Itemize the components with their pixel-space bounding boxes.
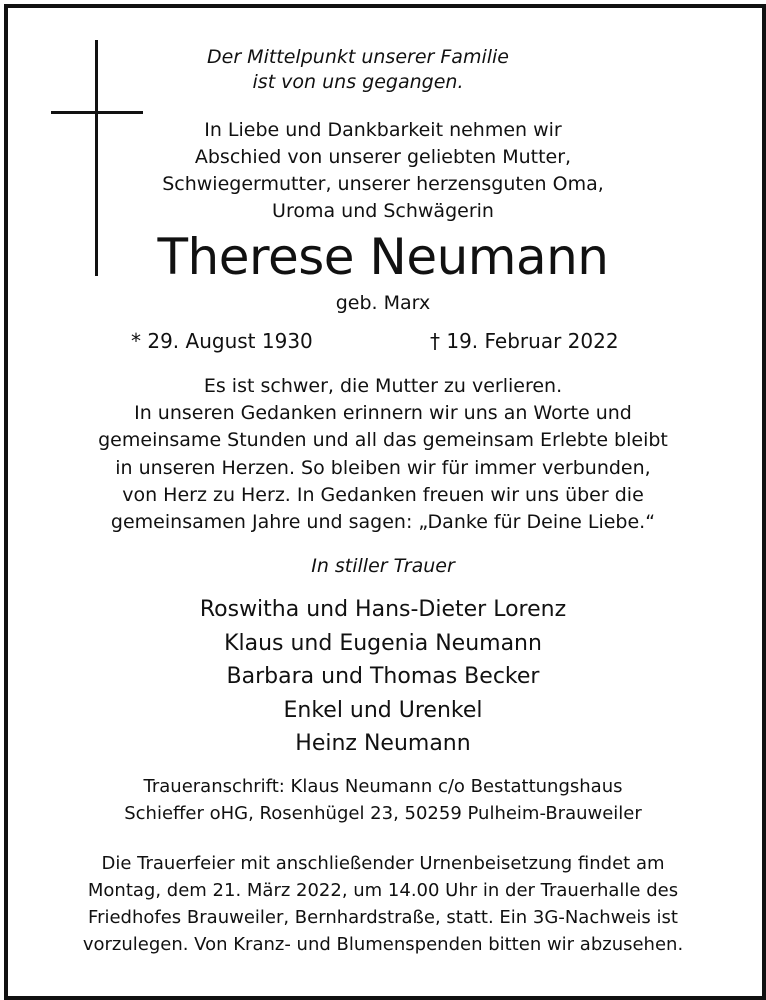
mourner-entry: Klaus und Eugenia Neumann — [224, 630, 542, 656]
funeral-line: vorzulegen. Von Kranz- und Blumenspenden bitten wir abzusehen. — [82, 934, 684, 955]
birth-name: geb. Marx — [335, 292, 431, 314]
poem-line: Es ist schwer, die Mutter zu verlieren. — [203, 375, 563, 397]
birth-date: * 29. August 1930 — [131, 329, 313, 353]
motto-line: ist von uns gegangen. — [252, 71, 464, 93]
death-date: † 19. Februar 2022 — [430, 329, 619, 353]
poem-line: von Herz zu Herz. In Gedanken freuen wir uns über die — [122, 483, 644, 506]
poem-line: gemeinsame Stunden und all das gemeinsam Erlebte bleibt — [98, 429, 668, 452]
cross-icon-bar — [51, 111, 143, 114]
motto-line: Der Mittelpunkt unserer Familie — [207, 46, 509, 68]
mourner-entry: Barbara und Thomas Becker — [226, 664, 540, 689]
funeral-line: Montag, dem 21. März 2022, um 14.00 Uhr in der Trauerhalle des — [87, 880, 679, 901]
mourner-entry: Heinz Neumann — [295, 731, 471, 756]
intro-line: In Liebe und Dankbarkeit nehmen wir — [204, 119, 562, 141]
poem-text — [0, 373, 766, 536]
poem-line: In unseren Gedanken erinnern wir uns an Worte und — [134, 402, 632, 425]
address-line: Schieffer oHG, Rosenhügel 23, 50259 Pulheim-Brauweiler — [124, 803, 642, 824]
intro-line: Schwiegermutter, unserer herzensguten Oma, — [162, 173, 604, 195]
funeral-line: Friedhofes Brauweiler, Bernhardstraße, statt. Ein 3G-Nachweis ist — [88, 907, 678, 928]
mourner-entry: Enkel und Urenkel — [283, 697, 483, 723]
intro-line: Uroma und Schwägerin — [272, 200, 494, 222]
funeral-info — [0, 850, 766, 958]
intro-line: Abschied von unserer geliebten Mutter, — [194, 146, 572, 168]
poem-line: in unseren Herzen. So bleiben wir für immer verbunden, — [115, 456, 651, 479]
motto — [0, 45, 716, 95]
poem-line: gemeinsamen Jahre und sagen: „Danke für Deine Liebe.“ — [110, 511, 656, 534]
deceased-name: Therese Neumann — [157, 228, 609, 286]
sorrow-heading: In stiller Trauer — [311, 555, 455, 577]
mourners-list — [0, 593, 766, 761]
mourner-entry: Roswitha und Hans-Dieter Lorenz — [199, 597, 567, 622]
intro-text — [0, 117, 766, 225]
address-line: Traueranschrift: Klaus Neumann c/o Bestattungshaus — [143, 776, 623, 797]
funeral-line: Die Trauerfeier mit anschließender Urnenbeisetzung findet am — [101, 853, 665, 874]
mourning-address — [0, 773, 766, 827]
